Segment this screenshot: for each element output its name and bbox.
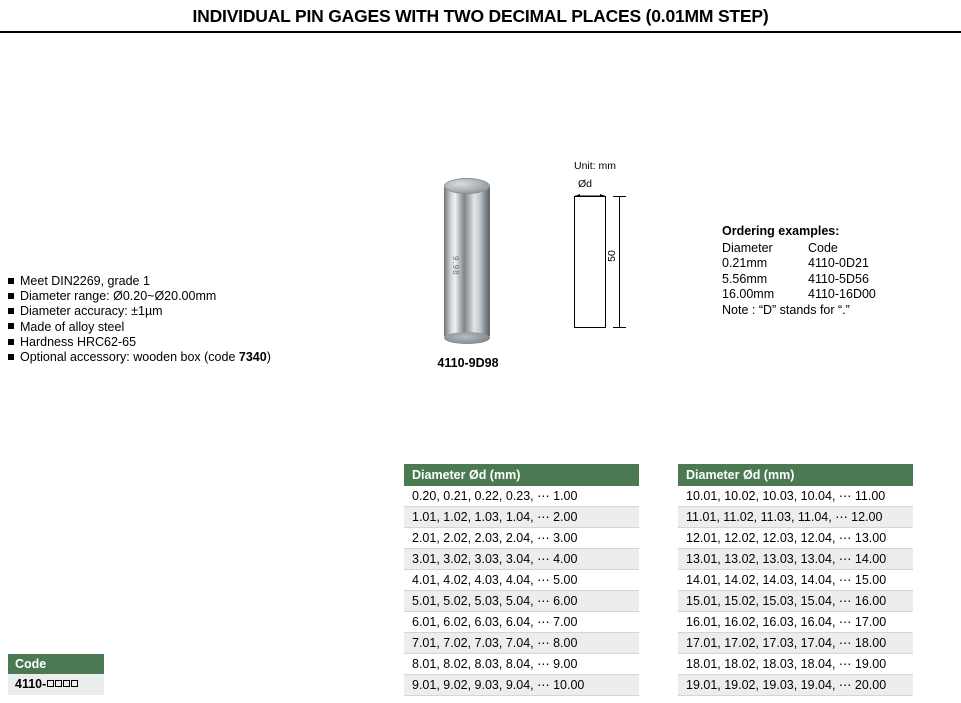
list-item-optional-accessory	[8, 350, 348, 365]
ordering-code: 4110-5D56	[808, 271, 869, 286]
table-header: Diameter Ød (mm)	[678, 464, 913, 486]
table-row: 10.01, 10.02, 10.03, 10.04, ⋯ 11.00	[678, 486, 913, 507]
title-divider	[0, 31, 961, 33]
feature-text: Diameter range: Ø0.20~Ø20.00mm	[20, 289, 217, 304]
wooden-box-code: 7340	[238, 350, 267, 365]
code-box-value	[8, 674, 104, 695]
length-dimension-line	[612, 196, 626, 328]
table-row: 2.01, 2.02, 2.03, 2.04, ⋯ 3.00	[404, 528, 639, 549]
table-row: 1.01, 1.02, 1.03, 1.04, ⋯ 2.00	[404, 507, 639, 528]
ordering-examples	[722, 224, 952, 318]
table-header: Diameter Ød (mm)	[404, 464, 639, 486]
pin-gage-code-caption: 4110-9D98	[437, 356, 499, 370]
list-item	[8, 289, 348, 304]
pin-engraving-label: 9.98	[451, 256, 460, 276]
page-title: INDIVIDUAL PIN GAGES WITH TWO DECIMAL PLACES (0.01MM STEP)	[192, 6, 769, 26]
ordering-code: 4110-16D00	[808, 287, 876, 301]
ordering-row	[722, 256, 952, 272]
table-row: 11.01, 11.02, 11.03, 11.04, ⋯ 12.00	[678, 507, 913, 528]
ordering-diameter: 0.21mm	[722, 256, 768, 270]
code-box-header: Code	[8, 654, 104, 674]
square-bullet-icon	[8, 293, 14, 299]
pin-schematic-rectangle	[574, 196, 606, 328]
ordering-col-code-header: Code	[808, 240, 838, 255]
code-prefix: 4110-	[15, 677, 47, 691]
table-row: 4.01, 4.02, 4.03, 4.04, ⋯ 5.00	[404, 570, 639, 591]
code-box	[8, 654, 104, 695]
feature-text: Diameter accuracy: ±1µm	[20, 304, 163, 319]
feature-text: Meet DIN2269, grade 1	[20, 274, 150, 288]
ordering-diameter: 5.56mm	[722, 271, 768, 286]
ordering-row	[722, 287, 952, 303]
square-bullet-icon	[8, 323, 14, 329]
table-row: 17.01, 17.02, 17.03, 17.04, ⋯ 18.00	[678, 633, 913, 654]
table-row: 13.01, 13.02, 13.03, 13.04, ⋯ 14.00	[678, 549, 913, 570]
table-row: 7.01, 7.02, 7.03, 7.04, ⋯ 8.00	[404, 633, 639, 654]
feature-text: Made of alloy steel	[20, 319, 125, 334]
pin-top-face	[444, 178, 490, 194]
pin-gage-illustration	[444, 178, 490, 338]
table-row: 12.01, 12.02, 12.03, 12.04, ⋯ 13.00	[678, 528, 913, 549]
square-bullet-icon	[8, 308, 14, 314]
ordering-diameter: 16.00mm	[722, 287, 775, 301]
length-dimension-label: 50	[605, 250, 618, 262]
list-item	[8, 320, 348, 335]
square-bullet-icon	[8, 339, 14, 345]
ordering-note: Note : “D” stands for “.”	[722, 302, 850, 317]
ordering-col-diameter-header: Diameter	[722, 240, 773, 255]
table-row: 5.01, 5.02, 5.03, 5.04, ⋯ 6.00	[404, 591, 639, 612]
list-item	[8, 335, 348, 350]
ordering-row	[722, 272, 952, 288]
code-placeholder-box-icon	[55, 680, 62, 687]
ordering-column-headers	[722, 241, 952, 257]
diameter-table-left	[404, 464, 639, 696]
pin-bottom-face	[444, 332, 490, 344]
list-item	[8, 274, 348, 289]
table-row: 0.20, 0.21, 0.22, 0.23, ⋯ 1.00	[404, 486, 639, 507]
feature-text: Hardness HRC62-65	[20, 334, 137, 349]
code-placeholder-box-icon	[63, 680, 70, 687]
square-bullet-icon	[8, 278, 14, 284]
code-placeholder-box-icon	[71, 680, 78, 687]
list-item	[8, 304, 348, 319]
feature-list	[8, 274, 348, 365]
optional-prefix: Optional accessory: wooden box (code	[20, 350, 239, 365]
table-row: 14.01, 14.02, 14.03, 14.04, ⋯ 15.00	[678, 570, 913, 591]
table-row: 8.01, 8.02, 8.03, 8.04, ⋯ 9.00	[404, 654, 639, 675]
table-row: 15.01, 15.02, 15.03, 15.04, ⋯ 16.00	[678, 591, 913, 612]
ordering-code: 4110-0D21	[808, 256, 869, 270]
ordering-heading: Ordering examples:	[722, 224, 840, 238]
table-row: 6.01, 6.02, 6.03, 6.04, ⋯ 7.00	[404, 612, 639, 633]
code-placeholder-box-icon	[47, 680, 54, 687]
diameter-symbol-label: Ød	[578, 178, 593, 190]
table-row: 18.01, 18.02, 18.03, 18.04, ⋯ 19.00	[678, 654, 913, 675]
square-bullet-icon	[8, 354, 14, 360]
table-row: 9.01, 9.02, 9.03, 9.04, ⋯ 10.00	[404, 675, 639, 696]
table-row: 16.01, 16.02, 16.03, 16.04, ⋯ 17.00	[678, 612, 913, 633]
table-row: 19.01, 19.02, 19.03, 19.04, ⋯ 20.00	[678, 675, 913, 696]
optional-suffix: )	[266, 350, 271, 365]
table-row: 3.01, 3.02, 3.03, 3.04, ⋯ 4.00	[404, 549, 639, 570]
unit-label: Unit: mm	[574, 160, 616, 172]
diameter-table-right	[678, 464, 913, 696]
